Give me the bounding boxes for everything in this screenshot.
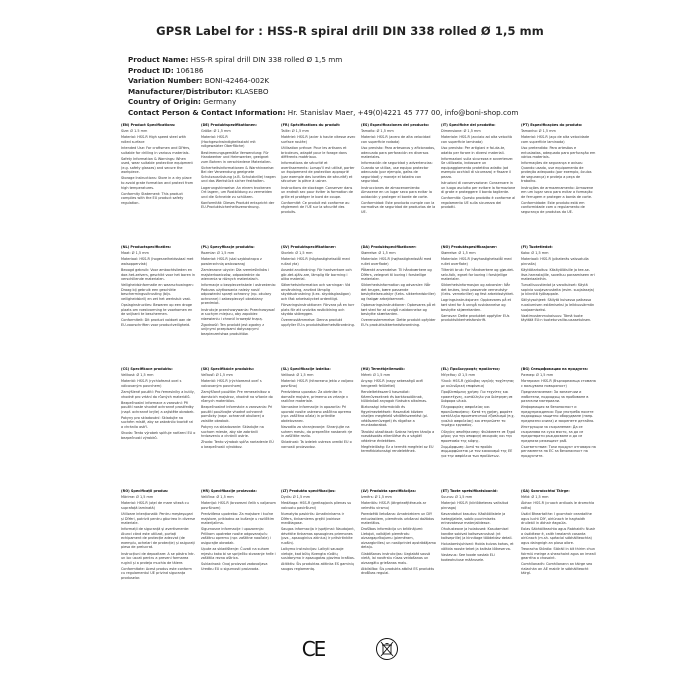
spec-line: Atbilstība: Šis produkts atbilst ES produktu drošības regulai. [361,566,435,576]
spec-line: Suurus: Ø 1,5 mm [441,495,473,500]
language-block [201,245,281,367]
language-heading: (DA) Produktspecifikationer: [361,245,417,249]
spec-line: Safety Information & Warnings: When used, wear suitable protective equipment (e.g. safety glasses) and secure the workpiece. [121,156,193,175]
spec-line: Tamanho: Ø 1,5 mm [521,129,556,134]
spec-line: Turvallisuustiedot ja varoitukset: Käytä sopivia suojavarusteita (esim. suojalaseja) ja kiinnitä työkappale. [521,283,595,297]
spec-line: Προβλεπόμενη χρήση: Για τεχνίτες και ερασιτέχνες, κατάλληλο για διάτρηση σε διάφορα υλικά. [441,389,513,404]
language-grid [121,123,601,611]
spec-line: Предназначение: За занаятчии и любители, подходящ за пробиване в различни материали. [521,389,589,404]
spec-line: Beoogd gebruik: Voor ambachtslieden en doe-het-zelvers, geschikt voor het boren in verschillende materialen. [121,267,196,282]
spec-line: Informații de siguranță și avertismente: Atunci când este utilizat, purtați echipament de protecție adecvat (de exemplu, ochelari de protecție) și asigurați piesa de prelucrat. [121,527,195,550]
language-heading: (NO) Produktspesifikasjoner: [441,245,498,249]
spec-line: Navodila za shranjevanje: Shranjujte na suhem mestu, da preprečite nastanek rje in zaščitite rezilo. [281,424,353,439]
language-heading: (EN) Product Specifications: [121,123,176,127]
spec-line: Størrelse: Ø 1,5 mm [441,251,476,256]
spec-line: Materijal: HSS-R (brzorezni čelik s valjanom površinom) [201,501,276,510]
language-block [201,123,281,245]
spec-line: Πληροφορίες ασφαλείας και προειδοποιήσεις: Κατά τη χρήση, φοράτε κατάλληλο προστατευτικό εξοπλισμό (π.χ. γυαλιά ασφαλείας) και στερεώστε το τεμάχιο εργασίας. [441,405,515,428]
language-block [361,123,441,245]
language-block [281,489,361,611]
spec-line: Material: HSS-R (acero de alta velocidad con superficie rodada) [361,135,431,144]
spec-line: Sikkerhetsinformasjon og advarsler: Når det brukes, bruk passende verneutstyr (f.eks. vernebriller) og fest arbeidsstykket. [441,283,514,297]
spec-line: Predviđena upotreba: Za majstore i kućne majstore, prikladno za bušenje u različitim materijalima. [201,511,275,526]
spec-line: Upute za skladištenje: Čuvati na suhom mjestu kako bi se spriječilo stvaranje hrđe i zaštitila rezna oštrica. [201,546,276,561]
spec-line: Instrucciones de almacenamiento: Almacene en un lugar seco para evitar la oxidación y proteger el borde de corte. [361,185,432,199]
spec-line: Zhoda: Tento výrobok spĺňa nariadenie EÚ o bezpečnosti výrobkov. [201,440,274,449]
conformity-marks [0,637,700,661]
spec-line: Veličina: Ø 1,5 mm [201,495,234,500]
info-value: HSS-R spiral drill DIN 338 rolled Ø 1,5 mm [190,55,343,64]
spec-line: Materiál: HSS-R (rýchlorezná oceľ s valcovaným povrchom) [201,379,262,388]
spec-line: Opbevaringsinstruktioner: Opbevares på et tørt sted for at undgå rustdannelse og beskytte skærkanten. [361,302,436,317]
spec-line: Tiltenkt bruk: For håndverkere og gjør-det-selv-folk, egnet for boring i forskjellige materialer. [441,267,515,282]
spec-line: Instruções de armazenamento: Armazene em um lugar seco para evitar a formação de ferrugem e proteger a borda de corte. [521,185,594,199]
spec-line: Материал: HSS-R (бързорежеща стомана с валцувана повърхност) [521,379,596,388]
spec-line: Shoda: Tento výrobek splňuje nařízení EU o bezpečnosti výrobků. [121,431,196,440]
language-heading: (GA) Sonraíochtaí Táirge: [521,489,570,493]
spec-line: Οδηγίες αποθήκευσης: Φυλάσσετε σε ξηρό μέρος για την αποφυγή σκουριάς και την προστασία της κόψης. [441,429,516,443]
spec-line: Säilytysohjeet: Säilytä kuivassa paikassa ruostumisen estämiseksi ja leikkuusärmän suojaamiseksi. [521,298,595,312]
spec-line: Bestimmungsgemäße Verwendung: Für Handwerker und Heimwerker, geeignet zum Bohren in verschiedene Materialien. [201,150,272,164]
spec-line: Úsáid Bheartaithe: I gcomhair ceardaithe agus lucht DIY, oiriúnach le haghaidh druileáil in ábhair éagsúla. [521,511,592,526]
spec-line: Zamierzone użycie: Dla rzemieślników i majsterkowiczów, odpowiednie do wiercenia w różnych materiałach. [201,267,270,282]
spec-line: Istruzioni di conservazione: Conservare in un luogo asciutto per evitare la formazione di grate e proteggere il bordo tagliente. [441,180,516,195]
weee-bin-icon [376,637,398,661]
language-heading: (DE) Produktspezifikationen: [201,123,257,127]
spec-line: Velikost: Ø 1,5 mm [281,373,314,378]
spec-line: Saugos informacija ir įspėjimai: Naudojant, dėvėkite tinkamas apsaugines priemones (pvz., apsauginius akinius) ir pritvirtinkite ruošinį. [281,527,355,545]
spec-line: Инструкции за съхранение: Да се съхранява на сухо място, за да се предотврати ръждясване и да се предпази режещият ръб. [521,424,584,443]
language-heading: (LV) Produkta specifikācijas: [361,489,416,493]
language-heading: (BG) Спецификации на продукта: [521,367,589,371]
info-value: KLASEBO [235,86,269,96]
language-heading: (ES) Especificaciones del producto: [361,123,430,127]
info-row [128,97,518,108]
spec-line: Lagringsinstruksjoner: Oppbevares på et tørt sted for å unngå rustdannelse og beskytte skjærekanten. [441,298,512,312]
spec-line: Skladnost: Ta izdelek ustreza uredbi EU o varnosti proizvodov. [281,440,352,449]
spec-line: Instrukcje przechowywania: Przechowywać w suchym miejscu, aby zapobiec rdzewieniu i chronić krawędź tnącą. [201,307,276,321]
info-label: Contact Person & Contact Information: [128,107,286,117]
spec-line: Μέγεθος: Ø 1,5 mm [441,373,476,378]
spec-line: Matériel: HSS-R (acier à haute vitesse avec surface roulée) [281,135,356,144]
spec-line: Avsedd användning: För hantverkare och gör-det-själv-are, lämplig för borrning i olika material. [281,267,352,282]
spec-line: Overensstemmelse: Dette produkt opfylder EU's produktsikkerhedsforordning. [361,318,436,327]
spec-line: Información de seguridad y advertencias: Cuando se utiliza, use equipo protector adecuado (por ejemplo, gafas de seguridad) y maneje el taladro con seguridad. [361,161,433,184]
language-block [281,245,361,367]
spec-line: Pokyny na skladovanie: Skladujte na suchom mieste, aby ste zabránili hrdzaveniu a chránili ostrie. [201,424,264,439]
spec-line: Utilisation prévue: Pour les artisans et bricoleurs, adapté pour le forage dans différents matériaux. [281,145,347,160]
spec-line: Conformity Statement: This product complies with the EU product safety regulation. [121,191,184,205]
spec-line: Izmērs: Ø 1,5 mm [361,495,392,500]
language-block [201,489,281,611]
spec-line: Material: HSS-R (höghastighetsstål med rullad yta) [281,257,350,266]
language-block [281,367,361,489]
language-heading: (SV) Produktspecifikationer: [281,245,337,249]
spec-line: Υλικό: HSS-R (χάλυβας υψηλής ταχύτητας με κυλινδρική επιφάνεια) [441,379,515,388]
spec-line: Méid: Ø 1,5 mm [521,495,549,500]
spec-line: Materiale: HSS-R (acciaio ad alta velocità con superficie laminata) [441,135,512,144]
info-label: Manufacturer/Distributor: [128,86,233,96]
spec-line: Material: HSS-R (Hochgeschwindigkeitsstahl mit rollgewalzter Oberfläche) [201,135,256,149]
language-heading: (PL) Specyfikacje produktu: [201,245,255,249]
spec-line: Conformidade: Este produto está em conformidade com o regulamento de segurança de produtos da UE. [521,200,585,214]
spec-line: Eolas Sábháilteachta agus Rabhaidh: Nuair a úsáidtear é, caith trealamh cosanta oiriúnach (m.sh. spéaclaí sábháilteachta) agus daingnigh an píosa oibre. [521,527,596,545]
info-row [128,87,518,98]
spec-line: Veľkosť: Ø 1,5 mm [201,373,233,378]
spec-line: Informazioni sulla sicurezza e avvertenze: Se utilizzato, indossare un equipaggiamento protettivo adatto (ad esempio occhiali di sicurezza) e fissare il pezzo. [441,156,514,179]
spec-line: Materiał: HSS-R (stal szybkotnąca z powierzchnią walcowaną) [201,257,262,266]
spec-line: Conformità: Questo prodotto è conforme al regolamento UE sulla sicurezza dei prodotti. [441,196,516,210]
spec-line: Säkerhetsinformation och varningar: Vid användning, använd lämplig skyddsutrustning (t.ex. skyddsglasögon) och fäst arbetsstycket ordentligt. [281,283,351,301]
spec-line: Zamýšľané použitie: Pre remeselníkov a domácich majstrov, vhodné na vŕtanie do rôznych materiálov. [201,389,273,404]
language-block [441,245,521,367]
spec-line: Materjal: HSS-R (kiirlõiketeras valtsitud pinnaga) [441,501,509,510]
spec-line: Storage Instructions: Store in a dry place to avoid grate formation and protect from high temperatures. [121,176,194,190]
spec-line: Conformidad: Este producto cumple con la normativa de seguridad de productos de la UE. [361,200,436,214]
language-heading: (HU) Termékjellemzők: [361,367,405,371]
spec-line: Material: HSS-R (hitrorezno jeklo z valjano površino) [281,379,354,388]
info-value: 106186 [176,65,204,75]
language-heading: (NL) Productspecificaties: [121,245,172,249]
info-row [128,66,518,77]
language-block [121,367,201,489]
spec-line: Material: HSS-R High speed steel with rolled surface [121,135,187,144]
spec-line: Materiale: HSS-R (høyhastighetsstål med rullet overflate) [441,257,512,266]
spec-line: Koko: Ø 1,5 mm [521,251,549,256]
info-value: Hr. Stanislav Maer, +49(0)4221 45 777 00, info@boni-shop.com [287,107,519,117]
language-block [121,489,201,611]
spec-line: Tamaño: Ø 1,5 mm [361,129,394,134]
spec-line: Vastavus: See toode vastab ELi tooteohutuse määrusele. [441,553,495,562]
language-block [361,367,441,489]
spec-line: Sikkerhedsinformation og advarsler: Når det bruges, bære passende beskyttelsesudstyr (f.eks. sikkerhedsbriller) og fastgør arbejdsemnet. [361,283,436,301]
spec-line: Taille: Ø 1,5 mm [281,129,309,134]
language-block [281,123,361,245]
spec-line: Varnostne informacije in opozorila: Pri uporabi nosite ustrezno zaščitno opremo (npr. zaščitna očala) in pritrdite obdelovanec. [281,405,352,423]
language-heading: (SK) Špecifikácie produktu: [201,367,255,371]
info-label: Product Name: [128,55,189,64]
language-heading: (SL) Specifikacije izdelka: [281,367,331,371]
spec-line: Sigurnosne informacije i upozorenja: Prilikom upotrebe nosite odgovarajuću zaštitnu opremu (npr. zaštitne naočale) i osigurajte obradak. [201,527,271,545]
language-block [201,367,281,489]
info-row [128,76,518,87]
spec-line: Förvaringsinstruktioner: Förvara på en torr plats för att undvika rostbildning och skydda skäreggen. [281,302,355,317]
spec-line: Storlek: Ø 1,5 mm [281,251,313,256]
spec-line: Conformité: Ce produit est conforme au règlement de l'UE sur la sécurité des produits. [281,200,350,214]
spec-line: Materiaal: HSS-R (hogesnelheidsstaal met walsoppervlak) [121,257,194,266]
spec-line: Dydis: Ø 1,5 mm [281,495,310,500]
spec-line: Zgodność: Ten produkt jest zgodny z unijnymi przepisami dotyczącymi bezpieczeństwa produktów. [201,322,265,336]
spec-line: Samsvar: Dette produktet oppfyller EUs produktsikkerhetsforskrift. [441,313,510,323]
info-row [128,108,518,119]
spec-line: Megfelelőség: Ez a termék megfelel az EU termékbiztonsági rendeletének. [361,444,434,454]
spec-line: Dimensione: Ø 1,5 mm [441,129,481,134]
language-block [441,123,521,245]
spec-line: Размер: Ø 1,5 mm [521,373,554,378]
spec-line: Maat: Ø 1,5 mm [121,251,149,256]
spec-line: Sukladnost: Ovaj proizvod zadovoljava Uredbu EU o sigurnosti proizvoda. [201,562,268,571]
language-heading: (ET) Toote spetsifikatsioonid: [441,489,498,493]
spec-line: Uso pretendido: Para artesãos e entusiastas, adequado para perfuração em vários materiais. [521,145,596,160]
spec-line: Materiale: HSS-R (højhastighedsstål med rullet overflade) [361,257,432,266]
language-block [121,245,201,367]
language-heading: (LT) Produkto specifikacijos: [281,489,336,493]
language-block [441,367,521,489]
label-title: GPSR Label for : HSS-R spiral drill DIN 338 rolled Ø 1,5 mm [156,24,544,38]
spec-line: Sicherheitsinformationen & Warnhinweise: Bei der Verwendung geeignete Schutzausrüstung (z.B. Schutzbrille) tragen und das Werkstück sicher festhalten. [201,165,276,184]
spec-line: Material: HSS-R (aço de alta velocidade com superfície laminada) [521,135,590,144]
info-label: Product ID: [128,65,174,75]
spec-line: Информация за безопасност и предупреждения: При употреба носете подходящо защитно оборудване (напр. предпазни очила) и закрепете детайла. [521,405,595,423]
info-value: Germany [203,97,237,107]
spec-line: Съответствие: Този продукт отговаря на регламента на ЕС за безопасност на продуктите. [521,444,596,458]
spec-line: Rozmiar: Ø 1,5 mm [201,251,235,256]
spec-line: Uso previsto: Para artesanos y aficionados, adecuado para perforación en diversos materiales. [361,145,436,160]
spec-line: Größe: Ø 1,5 mm [201,129,231,134]
spec-line: Uso previsto: Per artigiani e fai-da-te, adatto per forare in diversi materiali. [441,145,506,155]
language-heading: (RO) Specificații produs: [121,489,169,493]
language-block [361,489,441,611]
language-heading: (CS) Specifikace produktu: [121,367,173,371]
language-block [121,123,201,245]
language-block [521,367,601,489]
spec-line: Predvidena uporaba: Za obrtnike in domače mojstre, primerno za vrtanje v različne materiale. [281,389,349,404]
spec-line: Anyag: HSS-R (nagy sebességű acél hengerelt felülettel) [361,379,424,388]
spec-line: Opslaginstructies: Bewaren op een droge plaats om roestvorming te voorkomen en de snijkant te beschermen. [121,302,193,317]
spec-line: Biztonsági információk és figyelmeztetések: Használat közben viseljen megfelelő védőfelszerelést (pl. védőszemüveget) és rögzítse a munkadarabot. [361,405,429,428]
spec-line: Glabāšanas instrukcijas: Uzglabāt sausā vietā, lai novērstu rūsas veidošanos un aizsargātu griešanas malu. [361,551,431,565]
spec-line: Veiligheidsinformatie en waarschuwingen: Draag bij gebruik een geschikte beschermingsuitrusting (bijv. veiligheidsbril) en zet het werkstuk vast. [121,283,194,301]
language-heading: (FR) Spécifications du produit: [281,123,341,127]
language-heading: (FI) Tuotetiedot: [521,245,553,249]
spec-line: Conformiteit: Dit product voldoet aan de EU-voorschriften voor productveiligheid. [121,318,191,327]
spec-line: Materiaali: HSS-R (pikateräs valssatulla pinnalla) [521,257,589,266]
spec-line: Ohutusteave ja hoiatused: Kasutamisel kandke sobivat kaitsevarustust (nt kaitseprille) ja kinnitage töödeldav detail. [441,527,513,541]
spec-line: Size: Ø 1.5 mm [121,129,148,134]
spec-line: Konformität: Dieses Produkt entspricht der EU-Produktsicherheitsverordnung. [201,200,275,210]
spec-line: Laikymo instrukcijos: Laikyti sausoje vietoje, kad būtų išvengta rūdžių susidarymo ir apsaugotas pjovimo kraštas. [281,546,355,561]
spec-line: Størrelse: Ø 1,5 mm [361,251,396,256]
spec-line: Informations de sécurité et avertissements: Lorsqu'il est utilisé, porter un équipement de protection approprié (par exemple des lunettes de sécurité) et sécuriser la pièce à usiner. [281,161,355,184]
spec-line: Materiál: HSS-R (rychlořezná ocel s válcovaným povrchem) [121,379,182,388]
spec-line: Paredzētā lietošana: Amatniekiem un DIY entuziastiem, piemērots urbšanai dažādos materiālos. [361,511,435,526]
spec-line: Informações de segurança e avisos: Quando usado, use equipamento de proteção adequado (por exemplo, óculos de segurança) e proteja a peça de trabalho. [521,161,592,184]
spec-line: Atitiktis: Šis produktas atitinka ES gaminių saugos reglamentą. [281,562,354,571]
spec-line: Ábhar: HSS-R (cruach ardluais le dromchla rollta) [521,501,595,510]
info-row [128,55,518,66]
spec-line: Instrucțiuni de depozitare: A se păstra într-un loc uscat pentru a preveni formarea ruginii și a proteja muchia de tăiere. [121,551,195,565]
spec-line: Instructions de stockage: Conserver dans un endroit sec pour éviter la formation de grille et protéger le bord de coupe. [281,185,353,199]
spec-line: Mărime: Ø 1,5 mm [121,495,154,500]
info-label: Country of Origin: [128,97,201,107]
spec-line: Velikost: Ø 1,5 mm [121,373,154,378]
info-value: BONI-42464-002K [204,76,270,86]
info-label: Variation Number: [128,76,203,86]
spec-line: Bezpečnostné informácie a varovania: Pri použití používajte vhodné ochranné pomôcky (napr. ochranné okuliare) a zaistite obrobok. [201,405,273,423]
spec-line: Numatyta paskirtis: Amatininkams ir DIYers, tinkamiems gręžti įvairiose medžiagose. [281,511,344,526]
spec-line: Medžiaga: HSS-R (greitapjovis plienas su valcuotu paviršiumi) [281,501,352,510]
ce-mark-icon: CE [301,637,325,661]
product-info [128,55,518,119]
spec-line: Zamýšlené použití: Pro řemeslníky a kutily, vhodné pro vrtání do různých materiálů. [121,389,195,399]
spec-line: Lagerungshinweise: An einem trockenen Ort lagern, um Rostbildung zu vermeiden und die Schneide zu schützen. [201,185,273,199]
spec-line: Material: HSS-R (oțel de mare viteză cu suprafață laminată) [121,501,189,510]
spec-line: Intended Use: For craftsmen and DIYers, suitable for drilling in various materials. [121,145,191,155]
spec-line: Vaatimustenmukaisuus: Tämä tuote täyttää EU:n tuoteturvallisuusasetuksen. [521,313,592,323]
language-block [521,123,601,245]
spec-line: Treoracha Stórála: Stóráil in áit thirim chun foirmiú meirge a sheachaint agus an imeall gearrtha a chosaint. [521,546,596,561]
spec-line: Drošības informācija un brīdinājumi: Lietojot, valkājiet piemērotu aizsargaprīkojumu (piemēram, aizsargbrilles) un nostipriniet apstrādājamo detaļu. [361,527,436,550]
language-block [361,245,441,367]
spec-line: Käyttötarkoitus: Käsityöläisille ja tee-se-itse-harrastajille, soveltuu poraamiseen eri materiaaleihin. [521,267,595,282]
spec-line: Pokyny pro skladování: Skladujte na suchém místě, aby se zabránilo tvorbě rzi a chránilo ostří. [121,415,194,429]
spec-line: Påtænkt anvendelse: Til håndværkere og DIYers, velegnet til boring i forskellige materialer. [361,267,432,282]
spec-line: Materiāls: HSS-R (ātrgriezējtērauds ar velmētu virsmu) [361,501,427,510]
language-block [441,489,521,611]
spec-line: Informacje o bezpieczeństwie i ostrzeżenia: Podczas użytkowania należy nosić odpowiedni sprzęt ochronny (np. okulary ochronne) i zabezpieczyć obrabiany przedmiot. [201,283,276,306]
language-block [521,489,601,611]
spec-line: Comhlíonadh: Comhlíonann an táirge seo rialachán an AE maidir le sábháilteacht táirgí. [521,562,593,576]
spec-line: Méret: Ø 1,5 mm [361,373,391,378]
spec-line: Rendeltetésszerű használat: Kézműveseknek és barkácsolóknak, különböző anyagok fúrására alkalmas. [361,389,428,404]
spec-line: Συμμόρφωση: Αυτό το προϊόν συμμορφώνεται με τον κανονισμό της ΕΕ για την ασφάλεια των προϊόντων. [441,444,513,458]
language-heading: (EL) Προδιαγραφές προϊόντος: [441,367,501,371]
spec-line: Bezpečnostní informace a varování: Při použití noste vhodné ochranné prostředky (např. ochranné brýle) a zajistěte obrobek. [121,400,195,414]
spec-line: Utilizare intenționată: Pentru meșteșugari și DIYeri, potrivit pentru găurirea în diverse materiale. [121,511,196,526]
language-heading: (IT) Specifiche del prodotto: [441,123,496,127]
spec-line: Tárolási utasítások: Száraz helyen tárolja a rozsdásodás elkerülése és a vágóél védelme érdekében. [361,429,435,443]
spec-line: Kavandatud kasutus: Käsitöölistele ja isetegijatele, sobib puurimiseks erinevatesse materjalidesse. [441,511,506,526]
language-block [521,245,601,367]
language-heading: (PT) Especificações do produto: [521,123,583,127]
spec-line: Hoiustamisjuhised: Hoida kuivas kohas, et vältida rooste teket ja kaitsta lõikeserva. [441,542,514,551]
language-heading: (HR) Specifikacije proizvoda: [201,489,257,493]
spec-line: Överensstämmelse: Denna produkt uppfyller EU:s produktsäkerhetsförordning. [281,318,355,327]
spec-line: Conformitate: Acest produs este conform cu regulamentul UE privind siguranța produselor. [121,566,192,580]
